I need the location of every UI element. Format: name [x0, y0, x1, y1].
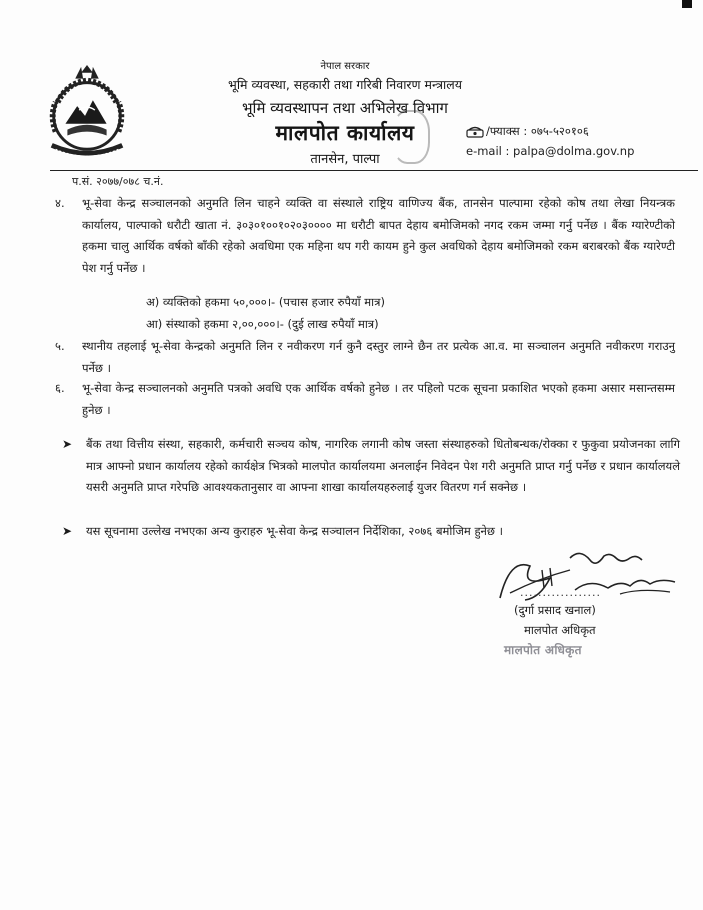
bullet-text: बैंक तथा वित्तीय संस्था, सहकारी, कर्मचारी सञ्चय कोष, नागरिक लगानी कोष जस्ता संस्थाहरुको धितोबन्धक/रोक्का र फुकुवा प्रयोजनका लागि मात्र आफ्नो प्रधान कार्यालय रहेको कार्यक्षेत्र भित्रको मालपोत कार्यालयमा अनलाईन निवेदन पेश गरी अनुमति प्राप्त गर्नु पर्नेछ र प्रधान कार्यालयले यसरी अनुमति प्राप्त गरेपछि आवश्यकतानुसार वा आफ्ना शाखा कार्यालयहरुलाई युजर वितरण गर्न सक्नेछ । — [86, 437, 680, 494]
nepal-emblem-icon — [38, 62, 136, 162]
stamp-smudge — [392, 110, 430, 164]
item-text: भू-सेवा केन्द्र सञ्चालनको अनुमति लिन चाहने व्यक्ति वा संस्थाले राष्ट्रिय वाणिज्य बैंक, तानसेन पाल्पामा रहेको कोष तथा लेखा नियन्त्रक कार्यालय, पाल्पाको धरौटी खाता नं. ३०३०१००१०२०३०००० मा धरौटी बापत देहाय बमोजिमको नगद रकम जम्मा गर्नु पर्नेछ । बैंक ग्यारेण्टीको हकमा चालु आर्थिक वर्षको बाँकी रहेको अवधिमा एक महिना थप गरी कायम हुने कुल अवधिको देहाय बमोजिमको रकम बराबरको बैंक ग्यारेण्टी पेश गर्नु पर्नेछ । — [82, 196, 675, 275]
office-city: तानसेन, पाल्पा — [310, 152, 380, 167]
list-item — [55, 378, 675, 422]
fax-number: /फ्याक्स : ०७५-५२०१०६ — [486, 124, 589, 138]
bullet-item — [62, 521, 680, 543]
email-address: e-mail : palpa@dolma.gov.np — [466, 144, 635, 158]
item-number: ६. — [55, 381, 65, 395]
reference-number: प.सं. २०७७/०७८ च.नं. — [72, 175, 164, 188]
bullet-item — [62, 434, 680, 522]
government-name: नेपाल सरकार — [320, 61, 370, 72]
list-item — [55, 193, 675, 303]
header-divider — [50, 170, 698, 171]
signatory-name: (दुर्गा प्रसाद खनाल) — [514, 603, 596, 617]
item-number: ४. — [55, 196, 65, 210]
item-number: ५. — [55, 339, 65, 353]
scan-corner-mark — [682, 0, 692, 8]
ministry-name: भूमि व्यवस्था, सहकारी तथा गरिबी निवारण मन्त्रालय — [228, 77, 462, 92]
item-text: स्थानीय तहलाई भू-सेवा केन्द्रको अनुमति लिन र नवीकरण गर्न कुनै दस्तुर लाग्ने छैन तर प्रत्येक आ.व. मा सञ्चालन अनुमति नवीकरण गराउनु पर्नेछ । — [82, 339, 675, 375]
office-stamp-text: मालपोत अधिकृत — [504, 643, 582, 657]
bullet-text: यस सूचनामा उल्लेख नभएका अन्य कुराहरु भू-सेवा केन्द्र सञ्चालन निर्देशिका, २०७६ बमोजिम हुनेछ । — [86, 524, 504, 538]
signature-line: .................. — [520, 586, 601, 599]
sub-item-individual: अ) व्यक्तिको हकमा ५०,०००।- (पचास हजार रुपैयाँ मात्र) — [146, 295, 385, 309]
arrow-bullet-icon: ➤ — [62, 524, 73, 538]
list-item — [55, 336, 675, 380]
phone-icon — [466, 126, 484, 138]
sub-item-organization: आ) संस्थाको हकमा २,००,०००।- (दुई लाख रुपैयाँ मात्र) — [146, 317, 379, 331]
signatory-title: मालपोत अधिकृत — [524, 623, 596, 637]
fax-line — [466, 124, 589, 139]
office-name: मालपोत कार्यालय — [275, 121, 415, 145]
handwritten-signature — [480, 548, 680, 608]
arrow-bullet-icon: ➤ — [62, 437, 73, 451]
department-name: भूमि व्यवस्थापन तथा अभिलेख विभाग — [242, 99, 448, 117]
item-text: भू-सेवा केन्द्र सञ्चालनको अनुमति पत्रको अवधि एक आर्थिक वर्षको हुनेछ । तर पहिलो पटक सूचना प्रकाशित भएको हकमा असार मसान्तसम्म हुनेछ । — [82, 381, 675, 417]
